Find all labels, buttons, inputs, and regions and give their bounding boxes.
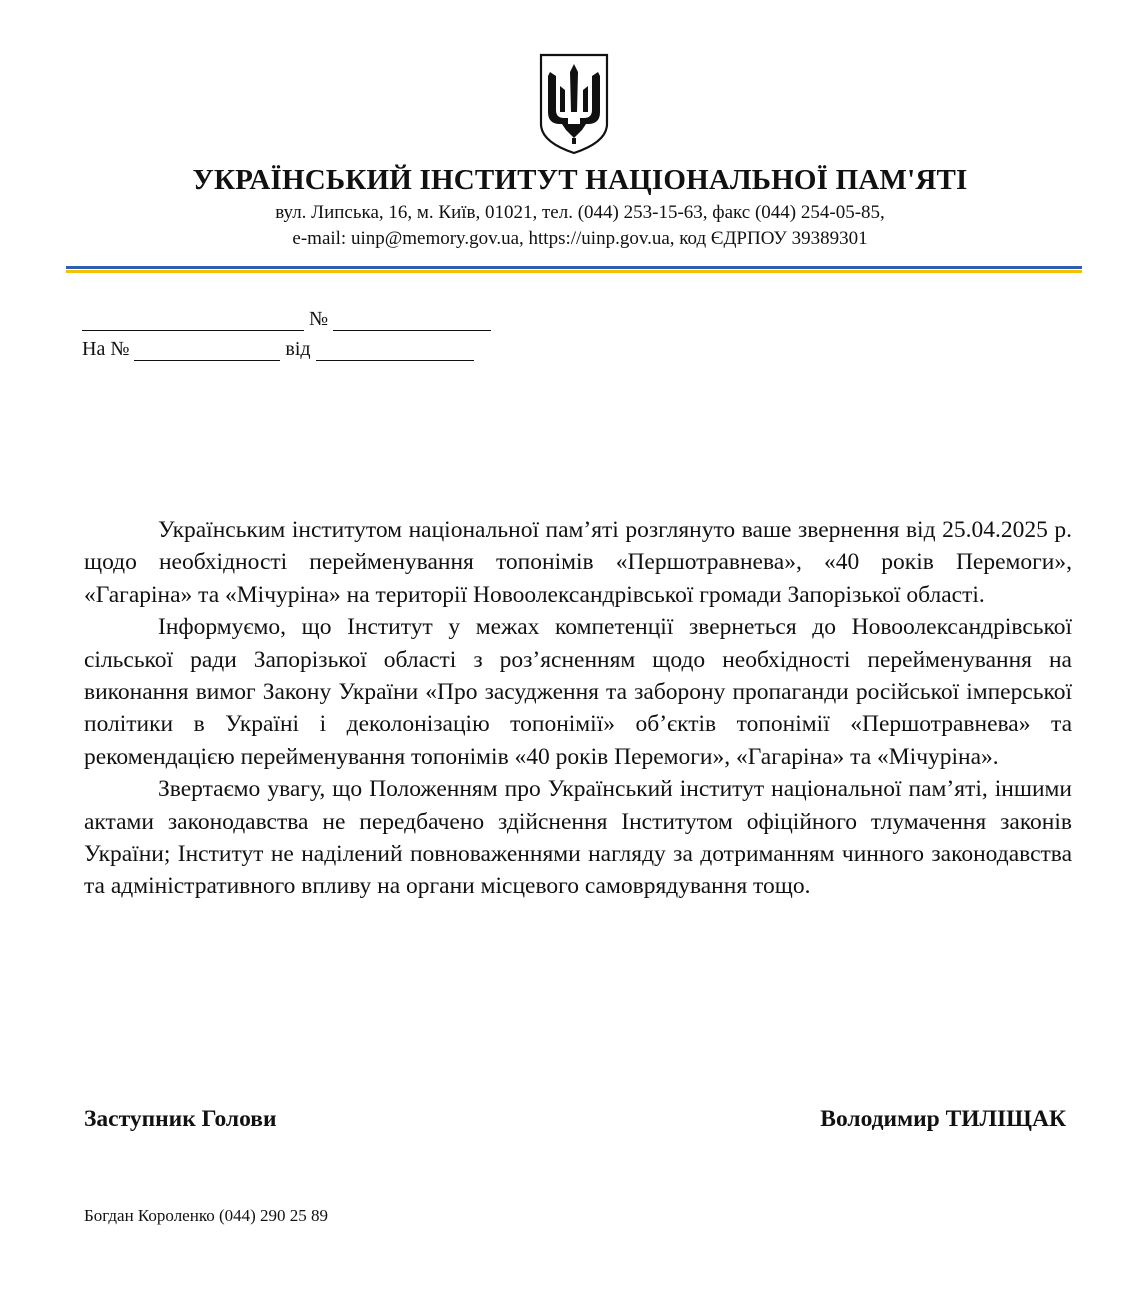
- date-blank: [82, 310, 304, 331]
- incoming-reference: [82, 338, 474, 361]
- contact-line: e-mail: uinp@memory.gov.ua, https://uinp.gov.ua, код ЄДРПОУ 39389301: [292, 228, 868, 249]
- organization-name: УКРАЇНСЬКИЙ ІНСТИТУТ НАЦІОНАЛЬНОЇ ПАМ'ЯТІ: [192, 164, 968, 196]
- reply-number-blank: [134, 340, 280, 361]
- number-blank: [333, 310, 491, 331]
- paragraph-review: Українським інститутом національної пам’яті розглянуто ваше звернення від 25.04.2025 р. щодо необхідності перейменування топонімів «Першотравнева», «40 років Перемоги», «Гагаріна» та «Мічуріна» на території Новоолександрівської громади Запорізької області.: [84, 517, 1072, 608]
- header-divider-yellow: [66, 270, 1082, 273]
- reply-date-blank: [316, 340, 474, 361]
- from-label: від: [285, 338, 311, 360]
- outgoing-registration: [82, 308, 491, 331]
- paragraph-inform: Інформуємо, що Інститут у межах компетенції звернеться до Новоолександрівської сільської ради Запорізької області з роз’ясненням щодо необхідності перейменування на виконання вимог Закону України «Про засудження та заборону пропаганди російської імперської політики в Україні і деколонізацію топонімії» об’єктів топонімії «Першотравнева» та рекомендацією перейменування топонімів «40 років Перемоги», «Гагаріна» та «Мічуріна».: [84, 614, 1072, 770]
- paragraph-notice: Звертаємо увагу, що Положенням про Український інститут національної пам’яті, іншими актами законодавства не передбачено здійснення Інститутом офіційного тлумачення законів України; Інститут не наділений повноваженнями нагляду за дотриманням чинного законодавства та адміністративного впливу на органи місцевого самоврядування тощо.: [84, 776, 1072, 900]
- signatory-name: Володимир ТИЛІЩАК: [820, 1106, 1066, 1132]
- signatory-position: Заступник Голови: [84, 1106, 277, 1132]
- letter-body: [84, 514, 1072, 903]
- number-label: №: [309, 308, 329, 330]
- header-divider-blue: [66, 266, 1082, 269]
- address-line: вул. Липська, 16, м. Київ, 01021, тел. (044) 253-15-63, факс (044) 254-05-85,: [275, 202, 885, 223]
- ukraine-trident-emblem-icon: [538, 52, 610, 156]
- reply-label: На №: [82, 338, 130, 360]
- executor-contact: Богдан Короленко (044) 290 25 89: [84, 1206, 329, 1225]
